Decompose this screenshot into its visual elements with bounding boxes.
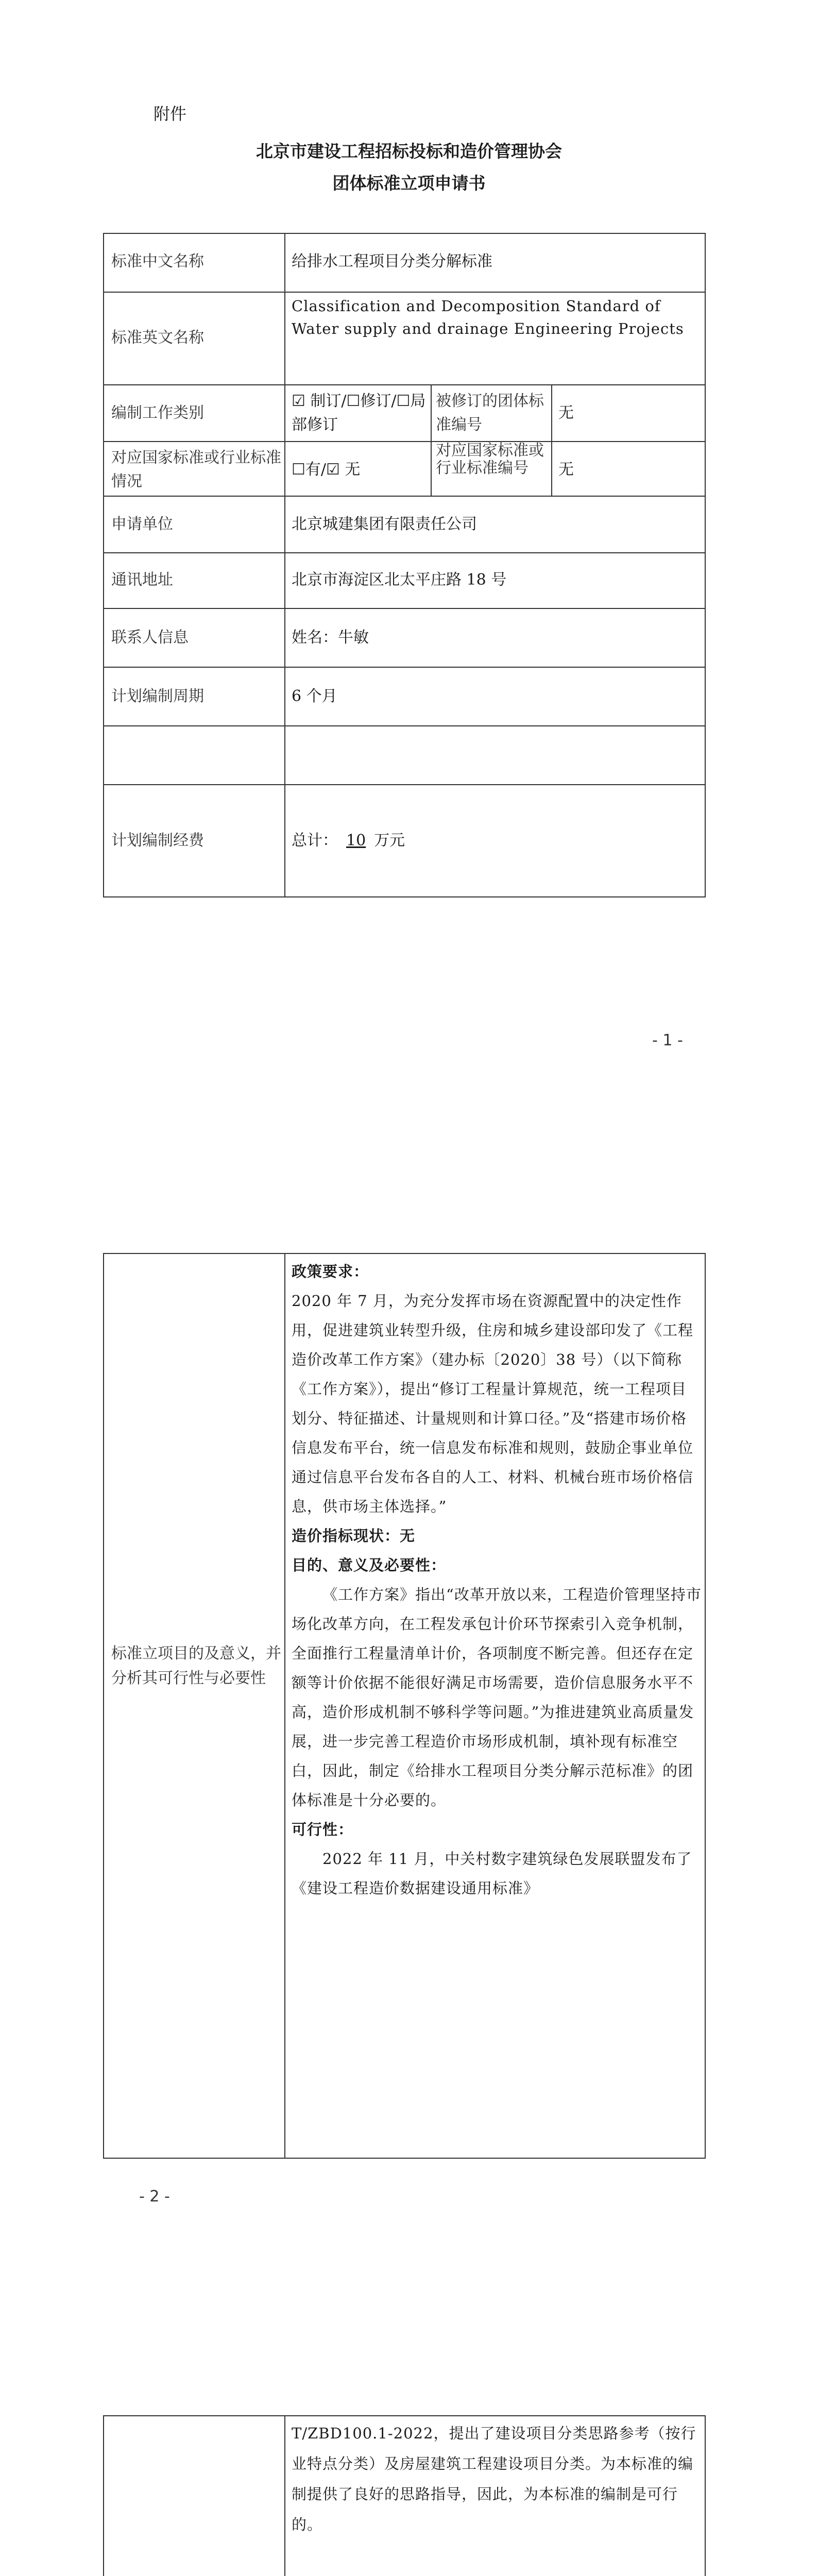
table-row-divider [103, 496, 706, 497]
document-title-line2: 团体标准立项申请书 [332, 173, 486, 193]
applicant-value: 北京城建集团有限责任公司 [292, 515, 477, 533]
work-type-value: ☑ 制订/☐修订/☐局部修订 [292, 392, 426, 434]
contact-label: 联系人信息 [111, 629, 189, 647]
feasibility-text: 2022 年 11 月，中关村数字建筑绿色发展联盟发布了《建设工程造价数据建设通用标准》 [292, 1850, 692, 1897]
cn-name-label: 标准中文名称 [111, 252, 204, 270]
address-value: 北京市海淀区北太平庄路 18 号 [292, 571, 507, 589]
purpose-heading: 目的、意义及必要性： [292, 1556, 447, 1574]
cn-name-value: 给排水工程项目分类分解标准 [292, 252, 492, 270]
applicant-label: 申请单位 [111, 515, 173, 533]
page-number-1: - 1 - [652, 1031, 683, 1049]
table-divider [284, 233, 285, 896]
address-label: 通讯地址 [111, 571, 173, 589]
table-row-divider [103, 384, 706, 385]
en-name-value: Classification and Decomposition Standard of Water supply and drainage Engineering Projects [292, 297, 684, 337]
table-border-left [103, 2415, 104, 2576]
work-type-label: 编制工作类别 [111, 404, 204, 422]
period-value: 6 个月 [292, 687, 337, 705]
table-border-bottom [103, 2158, 706, 2159]
national-std-no-label: 对应国家标准或行业标准编号 [436, 442, 544, 477]
table-border-bottom [103, 896, 706, 897]
page-number-2: - 2 - [139, 2188, 170, 2206]
table-divider [284, 1253, 285, 2158]
table-border-right [705, 1253, 706, 2158]
table-divider [431, 384, 432, 496]
table-border-top [103, 233, 706, 234]
table-row-divider [103, 552, 706, 553]
national-std-no-value: 无 [558, 461, 574, 479]
feasibility-heading: 可行性： [292, 1821, 354, 1838]
budget-value [292, 828, 405, 853]
revised-std-value: 无 [558, 404, 574, 422]
table-row-divider [103, 667, 706, 668]
document-title-line1: 北京市建设工程招标投标和造价管理协会 [256, 141, 562, 161]
contact-value: 姓名：牛敏 [292, 629, 369, 647]
period-label: 计划编制周期 [111, 687, 204, 705]
table-border-right [705, 233, 706, 896]
table-divider [284, 2415, 285, 2576]
table-border-right [705, 2415, 706, 2576]
table-border-top [103, 2415, 706, 2416]
attachment-label: 附件 [154, 104, 187, 124]
national-std-label: 对应国家标准或行业标准情况 [111, 449, 281, 490]
budget-prefix: 总计： [292, 832, 338, 850]
table-divider [551, 384, 552, 496]
purpose-section-label: 标准立项目的及意义，并分析其可行性与必要性 [111, 1645, 281, 1687]
purpose-text: 《工作方案》指出“改革开放以来，工程造价管理坚持市场化改革方向，在工程发承包计价环节探索引入竞争机制，全面推行工程量清单计价，各项制度不断完善。但还存在定额等计价依据不能很好满足市场需要，造价信息服务水平不高，造价形成机制不够科学等问题。”为推进建筑业高质量发展，进一步完善工程造价市场形成机制，填补现有标准空白，因此，制定《给排水工程项目分类分解示范标准》的团体标准是十分必要的。 [292, 1586, 702, 1809]
policy-heading: 政策要求： [292, 1263, 369, 1280]
purpose-section-content [292, 1257, 702, 1903]
table-row-divider [103, 292, 706, 293]
budget-suffix: 万元 [374, 832, 405, 850]
table-border-left [103, 233, 104, 896]
table-row-divider [103, 441, 706, 442]
feasibility-continued-text: T/ZBD100.1-2022，提出了建设项目分类思路参考（按行业特点分类）及房屋建筑工程建设项目分类。为本标准的编制提供了良好的思路指导，因此，为本标准的编制是可行的。 [292, 2425, 696, 2533]
revised-std-label: 被修订的团体标准编号 [436, 392, 544, 434]
table-row-divider [103, 725, 706, 726]
table-border-top [103, 1253, 706, 1254]
table-border-left [103, 1253, 104, 2158]
budget-label: 计划编制经费 [111, 832, 204, 850]
en-name-label: 标准英文名称 [111, 329, 204, 347]
budget-amount: 10 [346, 832, 366, 850]
policy-text: 2020 年 7 月，为充分发挥市场在资源配置中的决定性作用，促进建筑业转型升级，住房和城乡建设部印发了《工程造价改革工作方案》（建办标〔2020〕38 号）（以下简称《工作方案》），提出“修订工程量计算规范，统一工程项目划分、特征描述、计量规则和计算口径。”及“搭建市场价格信息发布平台，统一信息发布标准和规则，鼓励企事业单位通过信息平台发布各自的人工、材料、机械台班市场价格信息，供市场主体选择。” [292, 1292, 694, 1515]
cost-index-status: 造价指标现状：无 [292, 1527, 416, 1545]
table-row-divider [103, 608, 706, 609]
table-row-divider [103, 784, 706, 785]
national-std-value: ☐有/☑ 无 [292, 461, 361, 479]
